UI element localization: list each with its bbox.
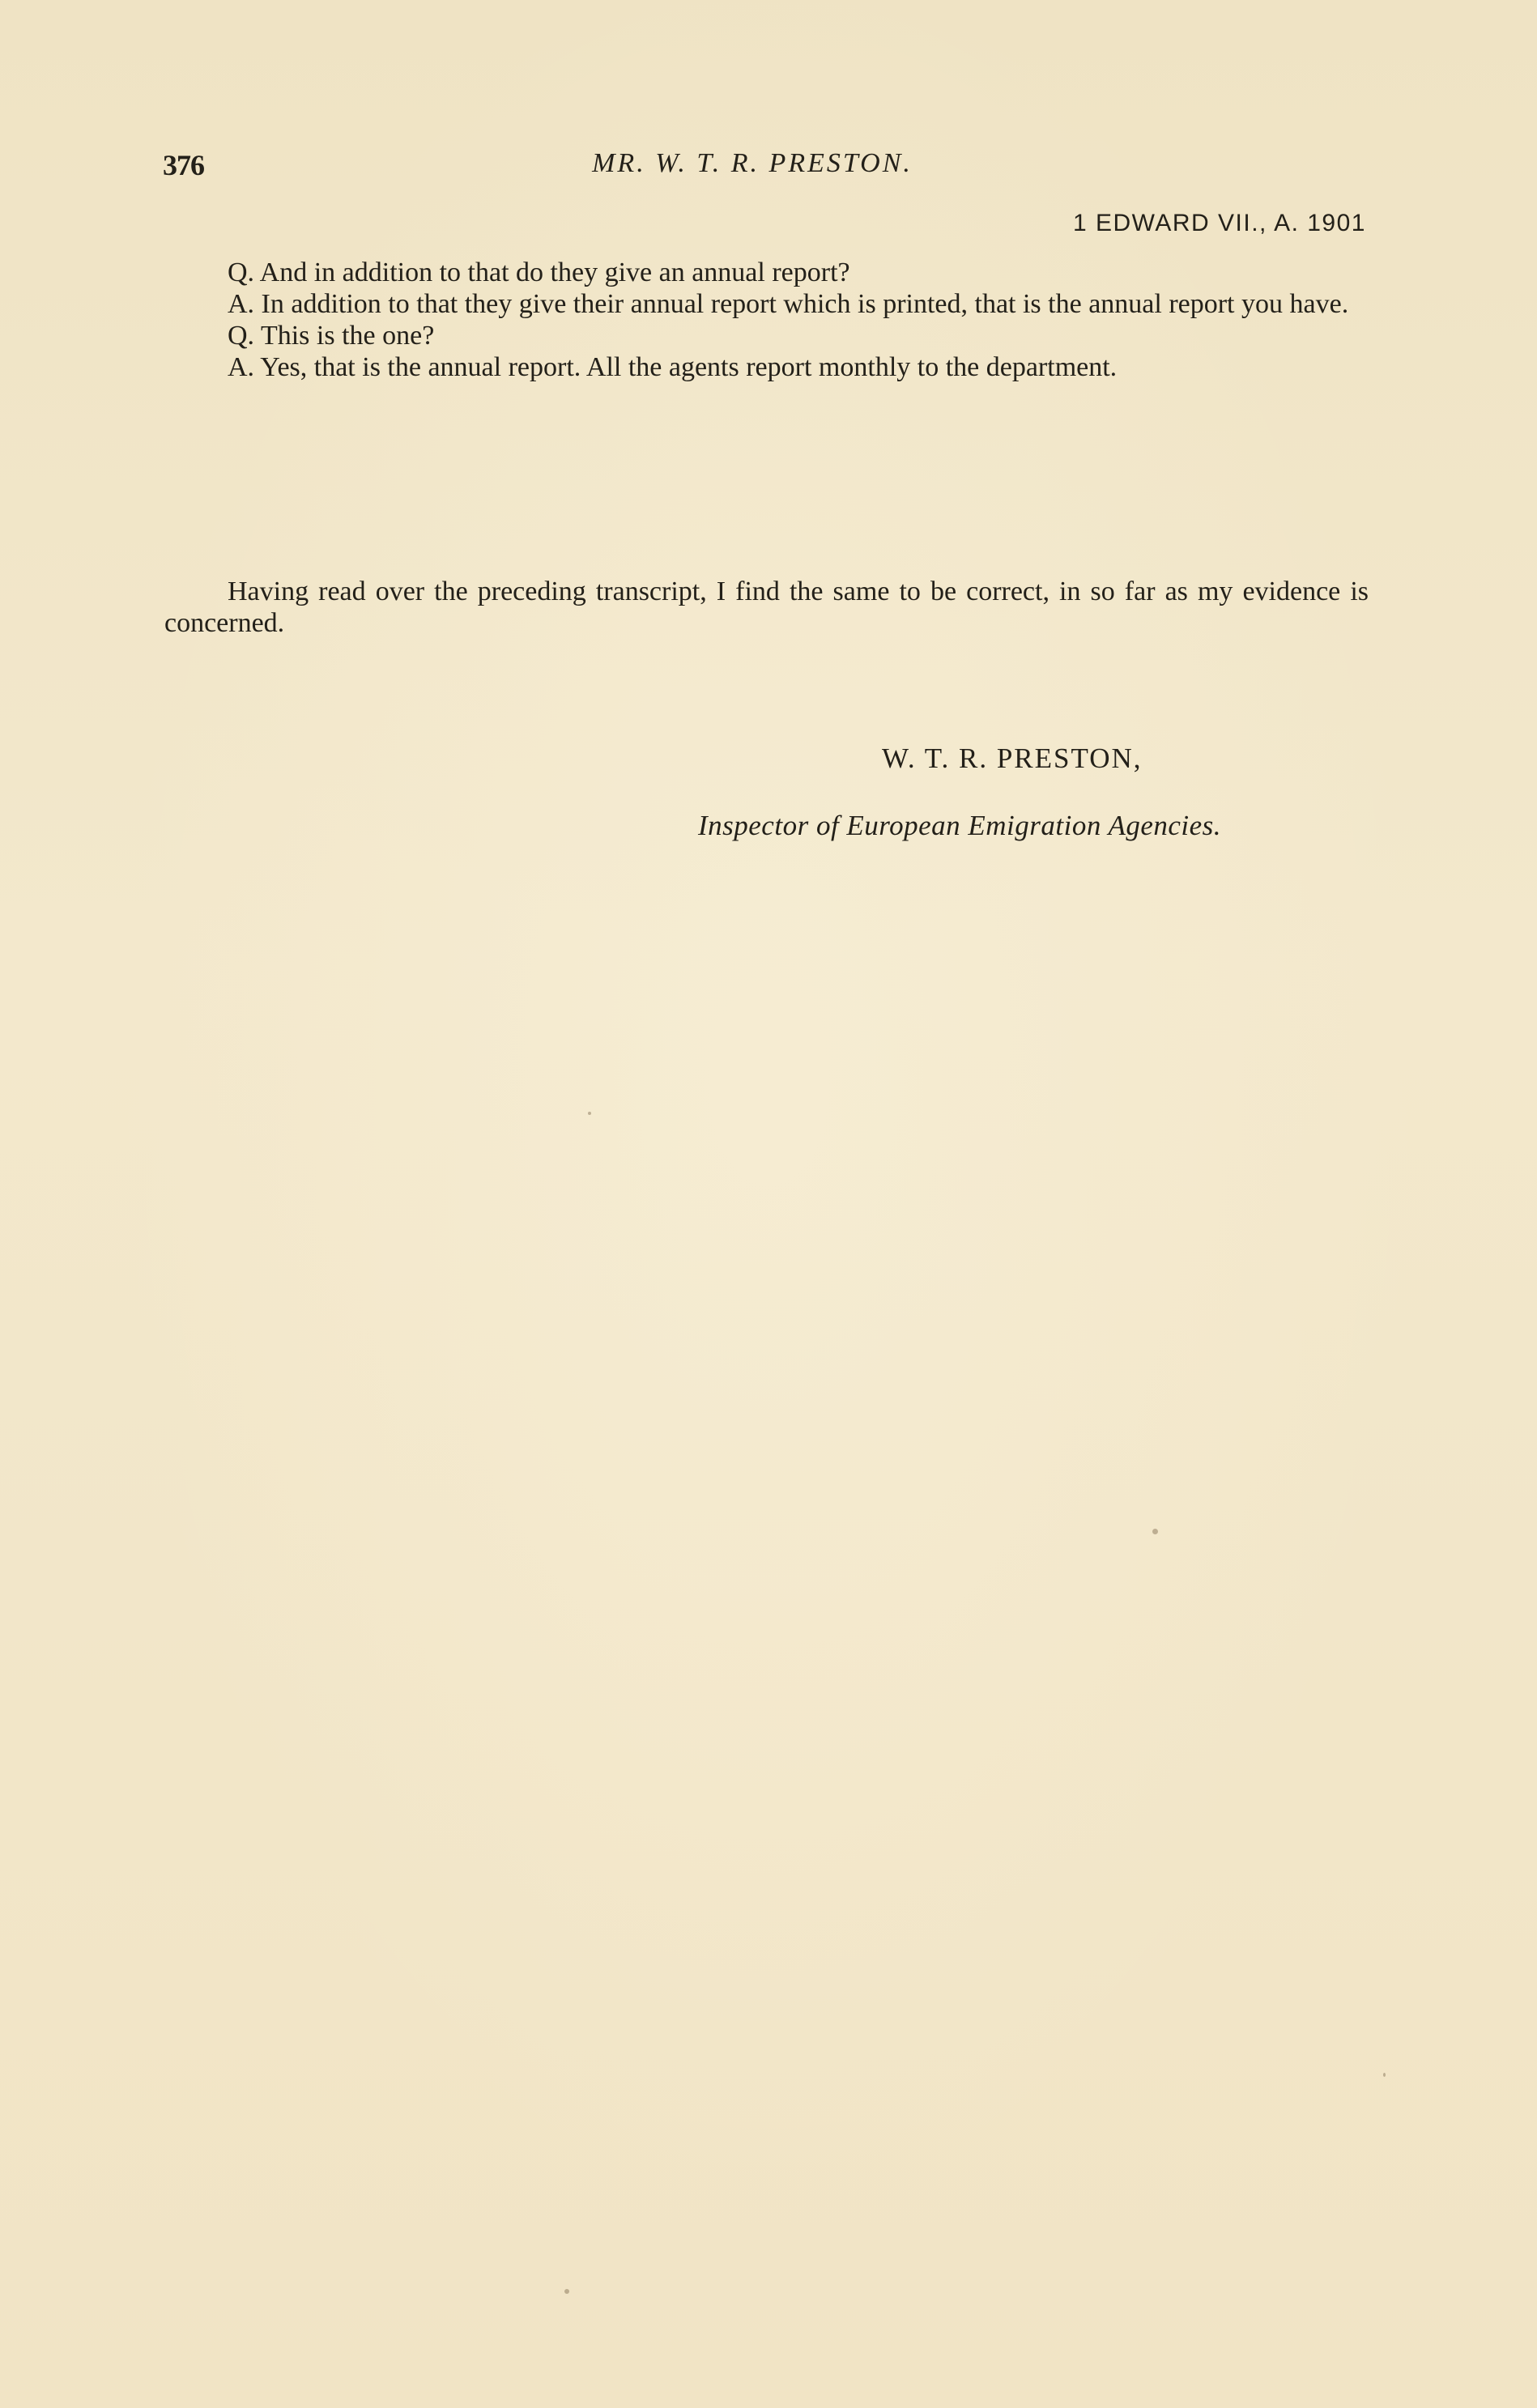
paper-speck (1152, 1529, 1158, 1534)
testimony-block (164, 257, 1369, 383)
answer-paragraph: A. Yes, that is the annual report. All the agents report monthly to the department. (228, 352, 1118, 382)
signature-title: Inspector of European Emigration Agencies. (698, 810, 1222, 841)
question-paragraph: Q. This is the one? (228, 321, 435, 351)
question-paragraph: Q. And in addition to that do they give an annual report? (228, 257, 850, 287)
paper-speck (588, 1112, 591, 1115)
statement-paragraph: Having read over the preceding transcript, I find the same to be correct, in so far as my evidence is concerned. (164, 576, 1369, 638)
signature-name: W. T. R. PRESTON, (882, 742, 1143, 774)
running-head: MR. W. T. R. PRESTON. (592, 148, 913, 178)
statement-block (164, 576, 1369, 639)
answer-paragraph: A. In addition to that they give their annual report which is printed, that is the annual report you have. (228, 289, 1349, 319)
paper-speck (564, 2289, 569, 2294)
page-number: 376 (163, 149, 204, 181)
session-reference: 1 EDWARD VII., A. 1901 (1072, 210, 1366, 236)
paper-speck (1383, 2073, 1386, 2077)
